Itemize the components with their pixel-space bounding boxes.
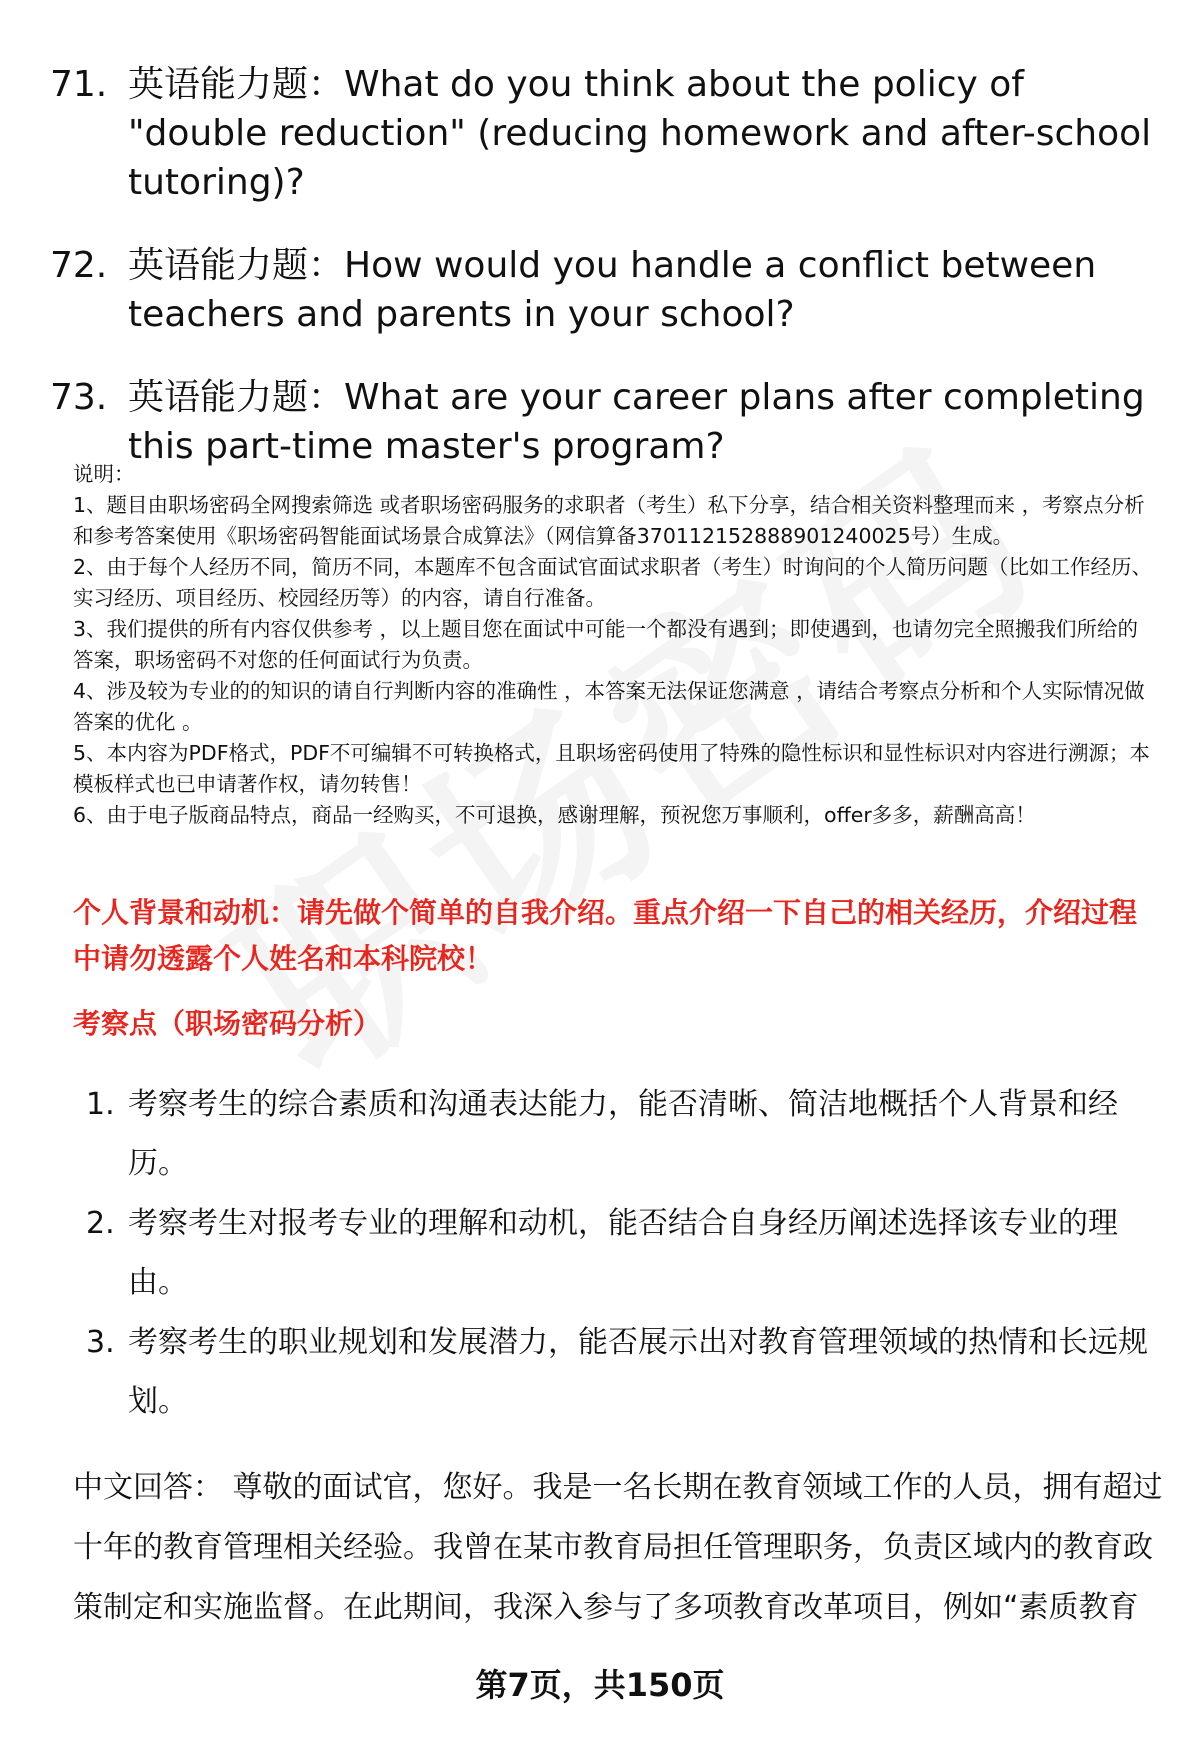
question-number: 71.	[50, 64, 108, 105]
notes-item: 3、我们提供的所有内容仅供参考 ，以上题目您在面试中可能一个都没有遇到；即使遇到，也请勿完全照搬我们所给的答案，职场密码不对您的任何面试行为负责。	[73, 617, 1139, 672]
page-footer: 第7页，共150页	[475, 1666, 725, 1704]
analysis-list	[86, 1075, 1156, 1432]
question-text: 英语能力题：What do you think about the policy of "double reduction" (reducing homework and after-school tutoring)?	[128, 64, 1152, 203]
notes-heading: 说明：	[73, 462, 135, 486]
analysis-item	[86, 1313, 1156, 1431]
analysis-number: 2.	[86, 1206, 115, 1241]
analysis-item	[86, 1194, 1156, 1312]
analysis-text: 考察考生的职业规划和发展潜力，能否展示出对教育管理领域的热情和长远规划。	[128, 1325, 1148, 1419]
interview-question-heading: 个人背景和动机：请先做个简单的自我介绍。重点介绍一下自己的相关经历，介绍过程中请勿透露个人姓名和本科院校！	[73, 896, 1138, 975]
analysis-text: 考察考生的综合素质和沟通表达能力，能否清晰、简洁地概括个人背景和经历。	[128, 1087, 1118, 1181]
chinese-answer: 中文回答： 尊敬的面试官，您好。我是一名长期在教育领域工作的人员，拥有超过十年的教育管理相关经验。我曾在某市教育局担任管理职务，负责区域内的教育政策制定和实施监督。在此期间，我深入参与了多项教育改革项目，例如“素质教育	[73, 1470, 1163, 1625]
analysis-heading: 考察点（职场密码分析）	[73, 1007, 382, 1040]
analysis-item	[86, 1075, 1156, 1193]
analysis-number: 1.	[86, 1087, 115, 1122]
analysis-text: 考察考生对报考专业的理解和动机，能否结合自身经历阐述选择该专业的理由。	[128, 1206, 1118, 1300]
question-number: 73.	[50, 377, 108, 418]
question-number: 72.	[50, 245, 108, 286]
notes-block	[73, 459, 1158, 831]
question-item	[50, 60, 1160, 207]
notes-item: 2、由于每个人经历不同，简历不同，本题库不包含面试官面试求职者（考生）时询问的个人简历问题（比如工作经历、实习经历、项目经历、校园经历等）的内容，请自行准备。	[73, 555, 1153, 610]
analysis-number: 3.	[86, 1325, 115, 1360]
notes-item: 6、由于电子版商品特点，商品一经购买，不可退换，感谢理解，预祝您万事顺利，offer多多，薪酬高高！	[73, 803, 1036, 827]
question-item	[50, 241, 1160, 339]
question-text: 英语能力题：How would you handle a conflict between teachers and parents in your school?	[128, 245, 1097, 335]
question-item	[50, 373, 1160, 471]
question-text: 英语能力题：What are your career plans after completing this part-time master's program?	[128, 377, 1145, 467]
notes-item: 4、涉及较为专业的的知识的请自行判断内容的准确性 ，本答案无法保证您满意 ，请结合考察点分析和个人实际情况做答案的优化 。	[73, 679, 1145, 734]
notes-item: 5、本内容为PDF格式，PDF不可编辑不可转换格式，且职场密码使用了特殊的隐性标识和显性标识对内容进行溯源；本模板样式也已申请著作权，请勿转售！	[73, 741, 1150, 796]
notes-item: 1、题目由职场密码全网搜索筛选 或者职场密码服务的求职者（考生）私下分享，结合相关资料整理而来 ，考察点分析和参考答案使用《职场密码智能面试场景合成算法》（网信算备370112152888901240025号）生成。	[73, 493, 1145, 548]
question-list	[50, 60, 1160, 505]
